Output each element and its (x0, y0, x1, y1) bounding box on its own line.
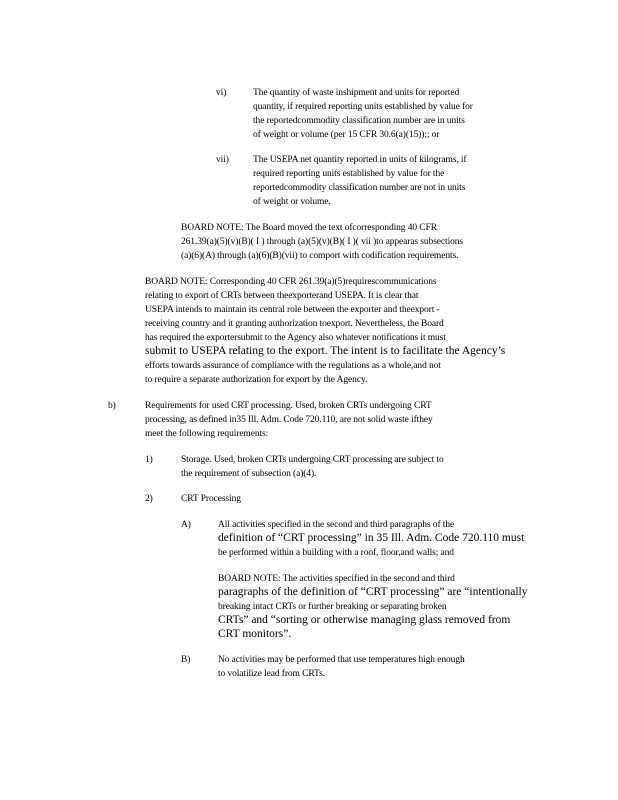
board-note-line: relating to export of CRTs between theexporterand USEPA. It is clear that (145, 291, 419, 301)
board-note-line: CRTs” and “sorting or otherwise managing glass removed from (218, 614, 511, 626)
board-note-line: has required the exportersubmit to the Agency also whatever notifications it must (145, 333, 446, 343)
board-note-line: 261.39(a)(5)(v)(B)( I ) through (a)(5)(v)(B)( I )( vii )to appearas subsections (181, 237, 464, 247)
item-vi-line: the reportedcommodity classification number are in units (253, 116, 465, 126)
item-vi-line: quantity, if required reporting units established by value for (253, 102, 473, 112)
board-note-line: submit to USEPA relating to the export. The intent is to facilitate the Agency’s (145, 345, 506, 357)
item-B-line: to volatilize lead from CRTs. (218, 669, 325, 679)
board-note-line: (a)(6)(A) through (a)(6)(B)(vii) to comport with codification requirements. (181, 251, 459, 261)
item-vi-line: The quantity of waste inshipment and units for reported (253, 88, 460, 98)
item-b-line: processing, as defined in35 Ill. Adm. Code 720.110, are not solid waste ifthey (145, 415, 433, 425)
item-A-label: A) (181, 520, 191, 530)
item-vi-label: vi) (216, 88, 227, 98)
item-B-line: No activities may be performed that use temperatures high enough (218, 655, 465, 665)
item-vii-line: required reporting units established by value for the (253, 169, 445, 179)
item-vii-line: of weight or volume. (253, 197, 331, 207)
item-b-line: Requirements for used CRT processing. Used, broken CRTs undergoing CRT (145, 401, 432, 411)
board-note-line: efforts towards assurance of compliance with the regulations as a whole,and not (145, 361, 441, 371)
board-note-line: breaking intact CRTs or further breaking or separating broken (218, 602, 447, 612)
item-1-label: 1) (145, 455, 153, 465)
item-A-line: definition of “CRT processing” in 35 Ill. Adm. Code 720.110 must (218, 532, 525, 544)
board-note-line: BOARD NOTE: The activities specified in the second and third (218, 574, 455, 584)
item-vii-line: The USEPA net quantity reported in units of kilograms, if (253, 155, 467, 165)
item-1-line: the requirement of subsection (a)(4). (181, 469, 317, 479)
board-note-line: CRT monitors”. (218, 628, 292, 640)
board-note-line: USEPA intends to maintain its central role between the exporter and theexport - (145, 305, 440, 315)
board-note-line: BOARD NOTE: The Board moved the text ofcorresponding 40 CFR (181, 223, 437, 233)
item-A-line: All activities specified in the second and third paragraphs of the (218, 520, 455, 530)
item-2-heading: CRT Processing (181, 494, 241, 504)
board-note-line: receiving country and it granting authorization toexport. Nevertheless, the Board (145, 319, 444, 329)
board-note-line: to require a separate authorization for export by the Agency. (145, 375, 368, 385)
item-b-line: meet the following requirements: (145, 429, 269, 439)
item-b-label: b) (108, 401, 116, 411)
item-A-line: be performed within a building with a roof, floor,and walls; and (218, 548, 454, 558)
item-1-line: Storage. Used, broken CRTs undergoing CRT processing are subject to (181, 455, 444, 465)
item-vi-line: of weight or volume (per 15 CFR 30.6(a)(15));; or (253, 130, 440, 140)
item-B-label: B) (181, 655, 191, 665)
item-2-label: 2) (145, 494, 153, 504)
board-note-line: paragraphs of the definition of “CRT processing” are “intentionally (218, 586, 528, 598)
item-vii-label: vii) (216, 155, 229, 165)
item-vii-line: reportedcommodity classification number are not in units (253, 183, 466, 193)
board-note-line: BOARD NOTE: Corresponding 40 CFR 261.39(a)(5)requirescommunications (145, 277, 437, 287)
